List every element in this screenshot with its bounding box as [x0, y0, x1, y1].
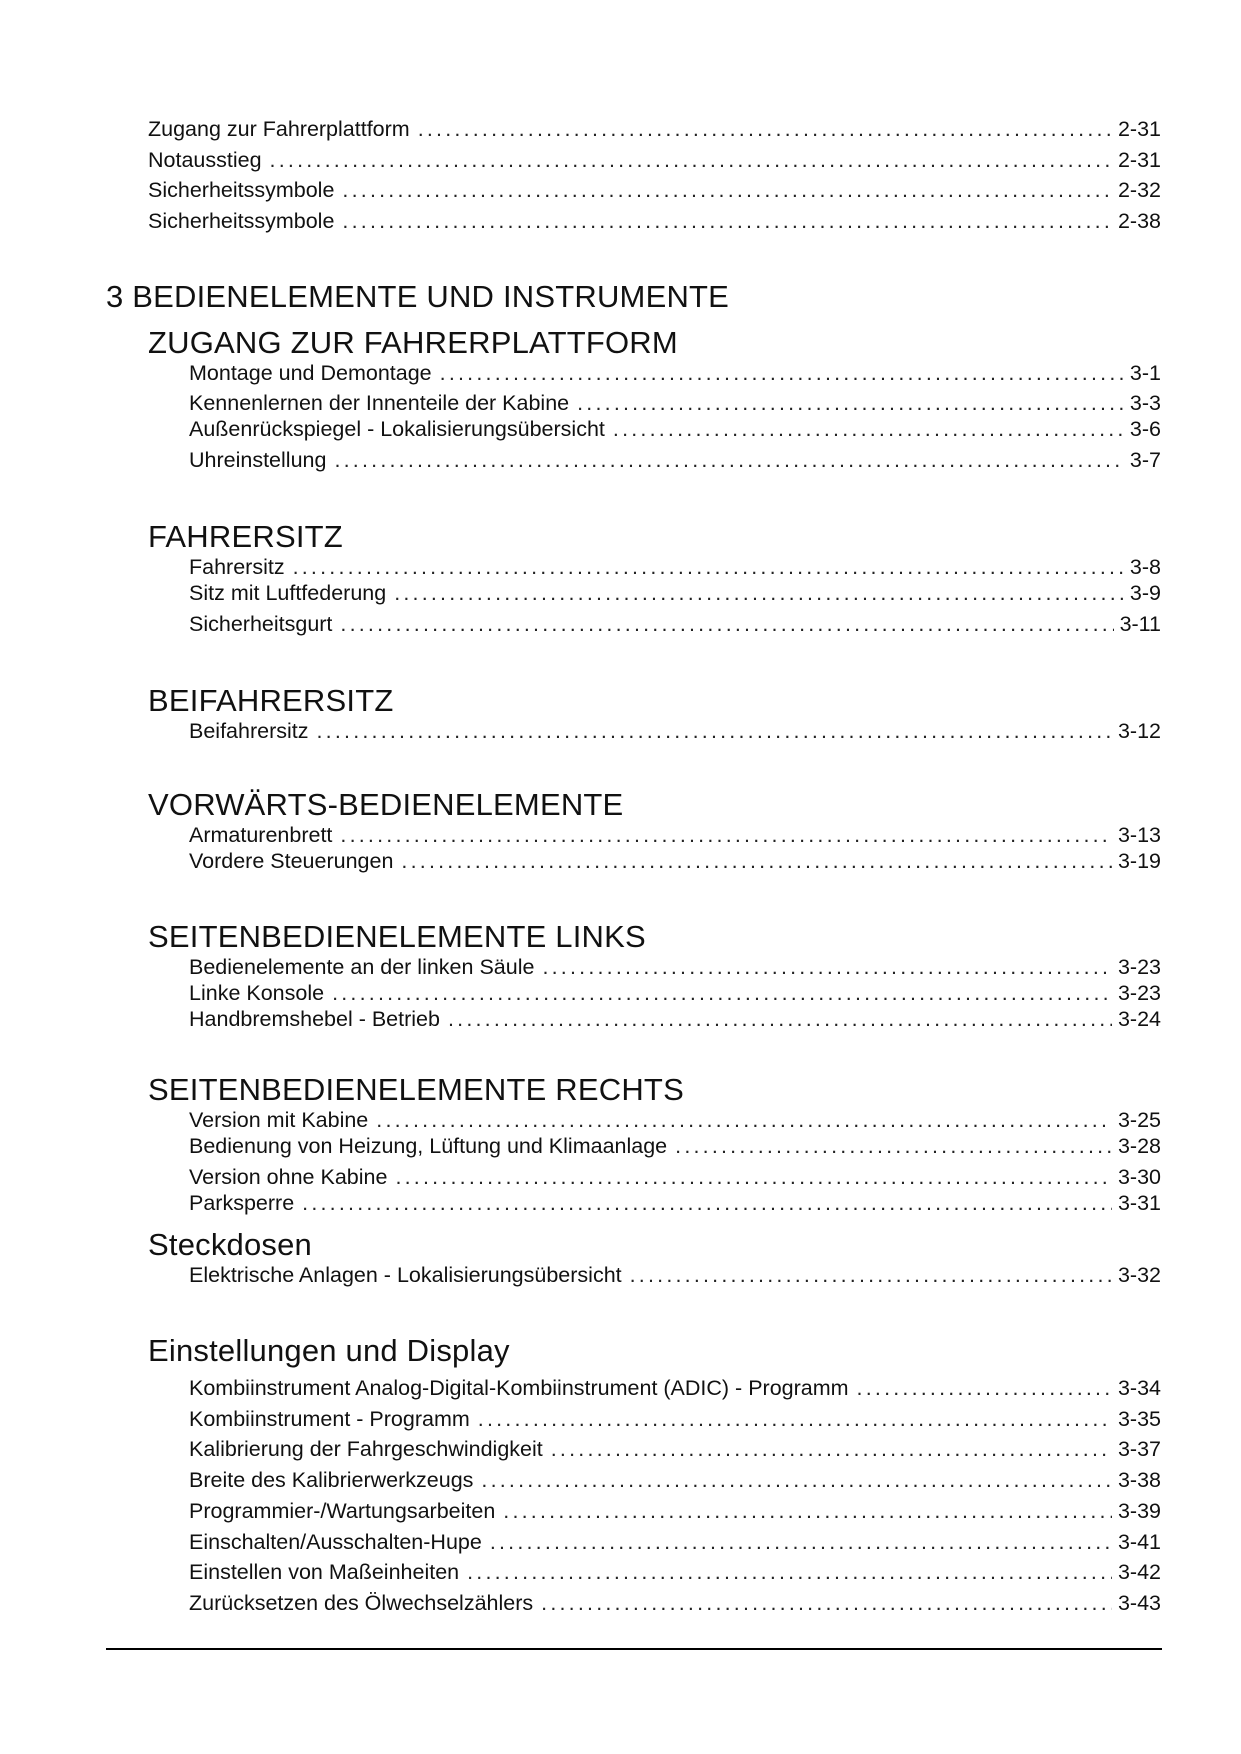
toc-entry-page: 3-39 — [1117, 1499, 1161, 1523]
toc-entry-page: 3-38 — [1117, 1468, 1161, 1492]
toc-leader-dots — [440, 358, 1124, 388]
toc-entry-page: 3-1 — [1129, 361, 1161, 385]
toc-entry[interactable] — [189, 1131, 1161, 1161]
toc-entry-page: 3-37 — [1117, 1437, 1161, 1461]
toc-entry-title: Vordere Steuerungen — [189, 849, 394, 873]
toc-entry-title: Uhreinstellung — [189, 448, 327, 472]
toc-entry-page: 3-11 — [1119, 612, 1161, 636]
toc-entry[interactable] — [189, 1527, 1161, 1557]
toc-entry[interactable] — [189, 445, 1161, 475]
toc-entry-page: 3-23 — [1117, 955, 1161, 979]
toc-entry-page: 3-34 — [1117, 1376, 1161, 1400]
toc-entry-page: 3-42 — [1117, 1560, 1161, 1584]
toc-entry-page: 3-43 — [1117, 1591, 1161, 1615]
toc-entry[interactable] — [189, 609, 1161, 639]
toc-entry-title: Zurücksetzen des Ölwechselzählers — [189, 1591, 534, 1615]
toc-leader-dots — [551, 1434, 1112, 1464]
toc-entry[interactable] — [189, 1588, 1161, 1618]
toc-entry[interactable] — [189, 1373, 1161, 1403]
toc-entry[interactable] — [189, 1260, 1161, 1290]
toc-entry-page: 3-25 — [1117, 1108, 1161, 1132]
toc-entry-title: Zugang zur Fahrerplattform — [148, 117, 410, 141]
toc-entry-page: 3-7 — [1129, 448, 1161, 472]
toc-entry-page: 3-23 — [1117, 981, 1161, 1005]
toc-entry-title: Notausstieg — [148, 148, 262, 172]
toc-leader-dots — [467, 1557, 1112, 1587]
toc-leader-dots — [340, 609, 1113, 639]
section-heading: SEITENBEDIENELEMENTE RECHTS — [148, 1072, 684, 1107]
toc-entry-title: Version mit Kabine — [189, 1108, 369, 1132]
toc-entry-title: Elektrische Anlagen - Lokalisierungsübersicht — [189, 1263, 622, 1287]
section-heading: VORWÄRTS-BEDIENELEMENTE — [148, 787, 624, 822]
toc-entry[interactable] — [189, 846, 1161, 876]
toc-entry[interactable] — [148, 114, 1161, 144]
toc-entry-page: 3-28 — [1117, 1134, 1161, 1158]
toc-leader-dots — [342, 206, 1112, 236]
toc-entry[interactable] — [189, 1404, 1161, 1434]
toc-entry-title: Sicherheitsgurt — [189, 612, 333, 636]
toc-entry[interactable] — [189, 1004, 1161, 1034]
toc-leader-dots — [490, 1527, 1112, 1557]
toc-leader-dots — [613, 414, 1124, 444]
toc-entry-title: Bedienelemente an der linken Säule — [189, 955, 535, 979]
toc-entry-page: 3-30 — [1117, 1165, 1161, 1189]
toc-leader-dots — [448, 1004, 1112, 1034]
toc-entry-page: 2-31 — [1117, 117, 1161, 141]
toc-entry-page: 3-35 — [1117, 1407, 1161, 1431]
section-heading: SEITENBEDIENELEMENTE LINKS — [148, 919, 646, 954]
toc-entry-page: 3-8 — [1129, 555, 1161, 579]
toc-entry-page: 3-19 — [1117, 849, 1161, 873]
toc-entry-page: 3-41 — [1117, 1530, 1161, 1554]
toc-entry-title: Kalibrierung der Fahrgeschwindigkeit — [189, 1437, 543, 1461]
toc-entry-title: Kennenlernen der Innenteile der Kabine — [189, 391, 570, 415]
toc-entry[interactable] — [148, 206, 1161, 236]
toc-entry-title: Breite des Kalibrierwerkzeugs — [189, 1468, 474, 1492]
toc-entry-page: 2-31 — [1117, 148, 1161, 172]
section-heading: Steckdosen — [148, 1227, 312, 1262]
toc-leader-dots — [541, 1588, 1112, 1618]
toc-entry[interactable] — [148, 145, 1161, 175]
toc-leader-dots — [857, 1373, 1112, 1403]
toc-entry-title: Sitz mit Luftfederung — [189, 581, 387, 605]
toc-entry-page: 3-3 — [1129, 391, 1161, 415]
toc-leader-dots — [418, 114, 1112, 144]
toc-entry-page: 3-13 — [1117, 823, 1161, 847]
toc-entry-title: Montage und Demontage — [189, 361, 432, 385]
toc-leader-dots — [270, 145, 1112, 175]
chapter-heading: 3 BEDIENELEMENTE UND INSTRUMENTE — [106, 279, 730, 314]
toc-entry-title: Fahrersitz — [189, 555, 285, 579]
toc-entry-title: Kombiinstrument Analog-Digital-Kombiinstrument (ADIC) - Programm — [189, 1376, 849, 1400]
toc-entry[interactable] — [189, 1557, 1161, 1587]
toc-leader-dots — [675, 1131, 1112, 1161]
toc-entry-title: Einstellen von Maßeinheiten — [189, 1560, 460, 1584]
toc-entry[interactable] — [189, 414, 1161, 444]
toc-entry-page: 3-12 — [1117, 719, 1161, 743]
toc-entry-title: Bedienung von Heizung, Lüftung und Klimaanlage — [189, 1134, 668, 1158]
toc-entry-title: Programmier-/Wartungsarbeiten — [189, 1499, 496, 1523]
toc-entry-page: 2-32 — [1117, 178, 1161, 202]
section-heading: FAHRERSITZ — [148, 519, 343, 554]
toc-entry[interactable] — [189, 1434, 1161, 1464]
toc-entry[interactable] — [189, 1496, 1161, 1526]
toc-entry-page: 3-6 — [1129, 417, 1161, 441]
toc-leader-dots — [630, 1260, 1112, 1290]
toc-entry-page: 3-24 — [1117, 1007, 1161, 1031]
toc-leader-dots — [334, 445, 1123, 475]
toc-entry[interactable] — [189, 1465, 1161, 1495]
section-heading: Einstellungen und Display — [148, 1333, 510, 1368]
toc-entry-title: Sicherheitssymbole — [148, 178, 335, 202]
toc-entry-title: Parksperre — [189, 1191, 295, 1215]
toc-entry-title: Beifahrersitz — [189, 719, 309, 743]
toc-entry-title: Armaturenbrett — [189, 823, 333, 847]
toc-entry[interactable] — [189, 716, 1161, 746]
toc-entry[interactable] — [189, 1188, 1161, 1218]
toc-entry-page: 3-32 — [1117, 1263, 1161, 1287]
toc-entry-title: Einschalten/Ausschalten-Hupe — [189, 1530, 482, 1554]
toc-leader-dots — [394, 578, 1124, 608]
toc-entry[interactable] — [189, 578, 1161, 608]
toc-entry-page: 3-9 — [1129, 581, 1161, 605]
toc-entry[interactable] — [148, 175, 1161, 205]
toc-entry-page: 2-38 — [1117, 209, 1161, 233]
toc-leader-dots — [302, 1188, 1112, 1218]
toc-entry-title: Außenrückspiegel - Lokalisierungsübersicht — [189, 417, 605, 441]
toc-entry-page: 3-31 — [1117, 1191, 1161, 1215]
toc-leader-dots — [481, 1465, 1112, 1495]
toc-leader-dots — [503, 1496, 1112, 1526]
toc-leader-dots — [401, 846, 1112, 876]
toc-entry[interactable] — [189, 358, 1161, 388]
section-heading: BEIFAHRERSITZ — [148, 683, 394, 718]
toc-leader-dots — [478, 1404, 1112, 1434]
toc-entry-title: Kombiinstrument - Programm — [189, 1407, 470, 1431]
toc-entry-title: Linke Konsole — [189, 981, 325, 1005]
section-heading: ZUGANG ZUR FAHRERPLATTFORM — [148, 325, 678, 360]
toc-leader-dots — [317, 716, 1112, 746]
toc-entry-title: Sicherheitssymbole — [148, 209, 335, 233]
toc-leader-dots — [342, 175, 1112, 205]
footer-divider — [106, 1648, 1162, 1650]
toc-entry-title: Version ohne Kabine — [189, 1165, 388, 1189]
toc-entry-title: Handbremshebel - Betrieb — [189, 1007, 440, 1031]
